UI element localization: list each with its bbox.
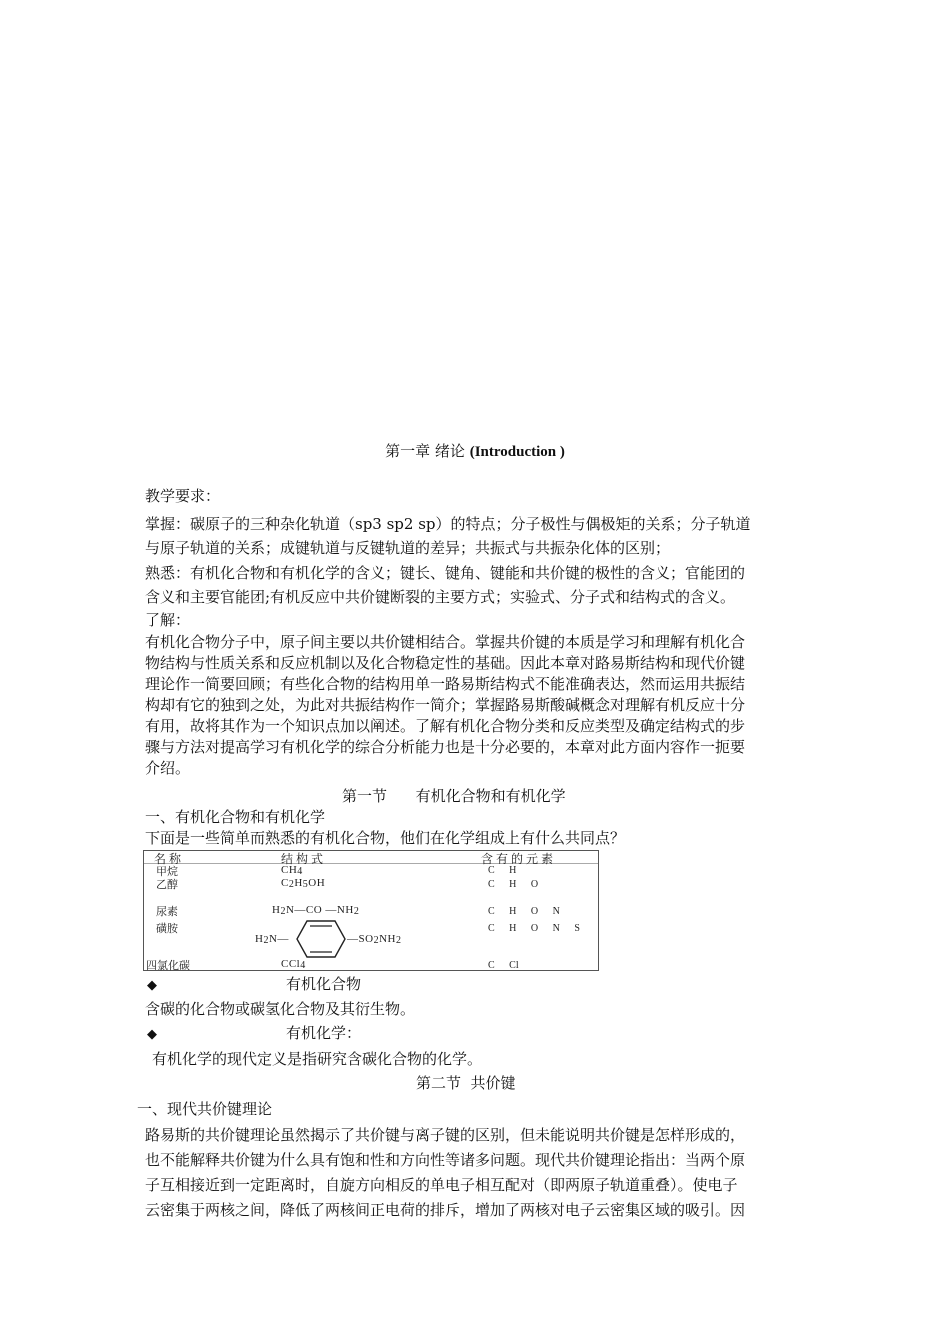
section2-line: 路易斯的共价键理论虽然揭示了共价键与离子键的区别，但未能说明共价键是怎样形成的， bbox=[145, 1126, 746, 1144]
section2-subheading: 一、现代共价键理论 bbox=[137, 1100, 273, 1118]
diamond-bullet-icon: ◆ bbox=[147, 978, 157, 993]
compound-name: 尿素 bbox=[156, 905, 178, 918]
diamond-bullet-icon: ◆ bbox=[147, 1027, 157, 1042]
table-header-formula: 结构式 bbox=[281, 852, 327, 866]
compound-formula: CH4 bbox=[281, 864, 303, 877]
compound-elements: C H bbox=[488, 865, 517, 876]
compound-formula: C2H5OH bbox=[281, 877, 326, 890]
section2-title: 第二节 共价键 bbox=[416, 1074, 516, 1092]
compound-name: 甲烷 bbox=[156, 865, 178, 878]
intro-line: 有机化合物分子中，原子间主要以共价键相结合。掌握共价键的本质是学习和理解有机化合 bbox=[145, 633, 746, 651]
compound-elements: C H O N S bbox=[488, 923, 580, 934]
intro-line: 介绍。 bbox=[145, 759, 191, 777]
compound-name: 磺胺 bbox=[156, 922, 178, 935]
master-line-2: 与原子轨道的关系；成键轨道与反键轨道的差异；共振式与共振杂化体的区别； bbox=[145, 539, 671, 557]
benzene-ring-icon bbox=[294, 917, 348, 961]
requirements-heading: 教学要求： bbox=[145, 487, 221, 505]
compound-elements: C Cl bbox=[488, 960, 519, 971]
section1-title: 第一节 有机化合物和有机化学 bbox=[342, 787, 566, 805]
intro-line: 骤与方法对提高学习有机化学的综合分析能力也是十分必要的，本章对此方面内容作一扼要 bbox=[145, 738, 746, 756]
requirements-understand bbox=[145, 610, 809, 631]
table-header-elements: 含有的元素 bbox=[481, 852, 557, 866]
understand-label: 了解： bbox=[145, 611, 191, 629]
bullet2-label: 有机化学： bbox=[286, 1024, 362, 1042]
compound-name: 乙醇 bbox=[156, 878, 178, 891]
compound-formula: CCl4 bbox=[281, 958, 306, 971]
chapter-title-cn: 第一章 绪论 bbox=[385, 442, 465, 460]
compound-elements: C H O bbox=[488, 879, 539, 890]
requirements-familiar bbox=[145, 561, 809, 609]
compound-formula-left: H2N— bbox=[255, 933, 289, 946]
section2-line: 也不能解释共价键为什么具有饱和性和方向性等诸多问题。现代共价键理论指出：当两个原 bbox=[145, 1151, 746, 1169]
section1-subheading: 一、有机化合物和有机化学 bbox=[145, 808, 326, 826]
section2-paragraph bbox=[145, 1123, 811, 1223]
chapter-title-en: (Introduction ) bbox=[469, 444, 565, 460]
master-line-1: 掌握：碳原子的三种杂化轨道（sp3 sp2 sp）的特点；分子极性与偶极矩的关系；分子轨道 bbox=[145, 515, 751, 533]
intro-line: 有用，故将其作为一个知识点加以阐述。了解有机化合物分类和反应类型及确定结构式的步 bbox=[145, 717, 746, 735]
compound-formula-right: —SO2NH2 bbox=[347, 933, 402, 946]
requirements-master bbox=[145, 512, 809, 560]
compound-formula: H2N—CO —NH2 bbox=[272, 904, 360, 917]
familiar-line-2: 含义和主要官能团;有机反应中共价键断裂的主要方式；实验式、分子式和结构式的含义。 bbox=[145, 588, 736, 606]
chapter-title bbox=[0, 440, 950, 461]
section2-line: 云密集于两核之间，降低了两核间正电荷的排斥，增加了两核对电子云密集区域的吸引。因 bbox=[145, 1201, 746, 1219]
familiar-line-1: 熟悉：有机化合物和有机化学的含义；键长、键角、键能和共价键的极性的含义；官能团的 bbox=[145, 564, 746, 582]
section1-question: 下面是一些简单而熟悉的有机化合物，他们在化学组成上有什么共同点？ bbox=[145, 829, 626, 847]
bullet1-label: 有机化合物 bbox=[286, 975, 362, 993]
section2-line: 子互相接近到一定距离时，自旋方向相反的单电子相互配对（即两原子轨道重叠）。使电子 bbox=[145, 1176, 738, 1194]
bullet2-text: 有机化学的现代定义是指研究含碳化合物的化学。 bbox=[152, 1050, 483, 1068]
intro-line: 构却有它的独到之处，为此对共振结构作一简介；掌握路易斯酸碱概念对理解有机反应十分 bbox=[145, 696, 746, 714]
requirements-block bbox=[145, 486, 809, 507]
intro-paragraph bbox=[145, 632, 809, 779]
compound-elements: C H O N bbox=[488, 906, 560, 917]
intro-line: 物结构与性质关系和反应机制以及化合物稳定性的基础。因此本章对路易斯结构和现代价键 bbox=[145, 654, 746, 672]
intro-line: 理论作一简要回顾；有些化合物的结构用单一路易斯结构式不能准确表达，然而运用共振结 bbox=[145, 675, 746, 693]
compound-name: 四氯化碳 bbox=[146, 959, 190, 972]
bullet1-text: 含碳的化合物或碳氢化合物及其衍生物。 bbox=[145, 1000, 416, 1018]
bullet-organic-chemistry bbox=[147, 1023, 157, 1045]
compound-table bbox=[143, 850, 599, 971]
bullet-organic-compound bbox=[147, 974, 157, 996]
table-header-name: 名称 bbox=[154, 852, 185, 866]
